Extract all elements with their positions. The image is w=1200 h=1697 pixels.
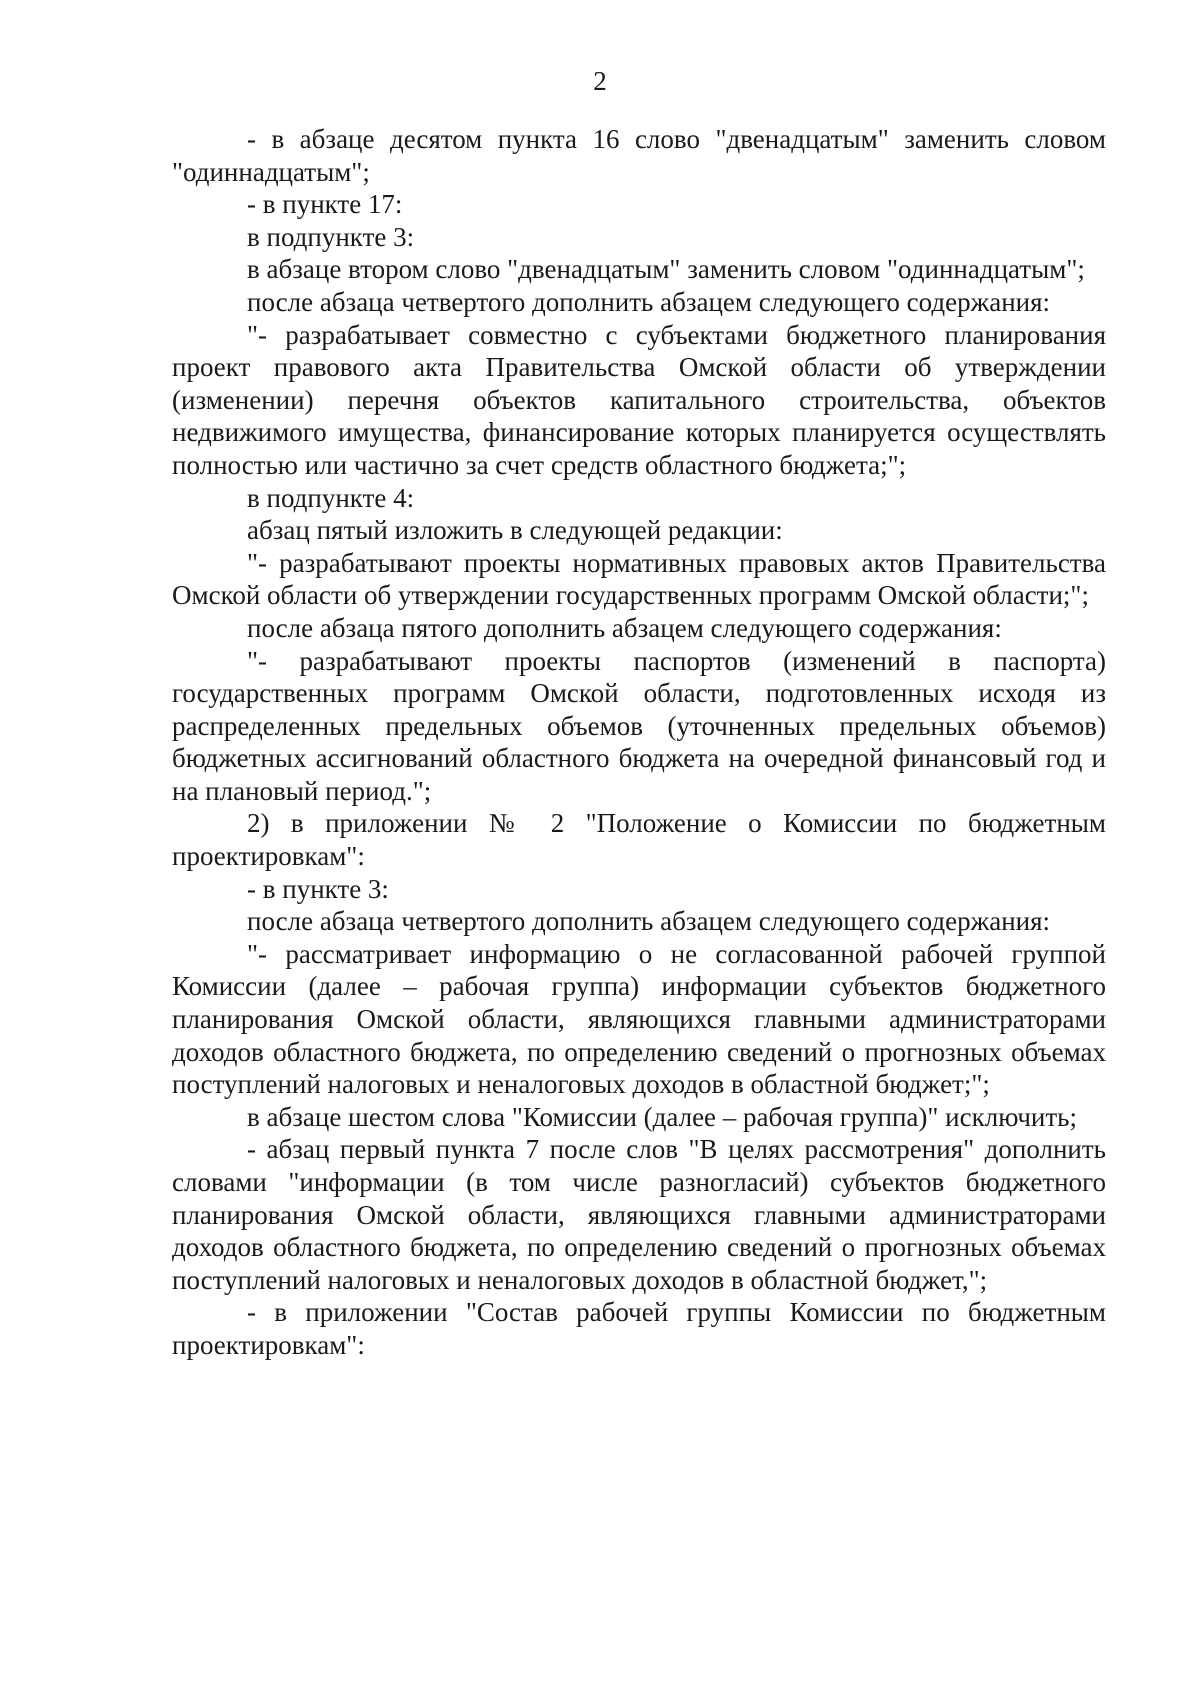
paragraph: после абзаца пятого дополнить абзацем следующего содержания: [247,612,1002,643]
page-number: 2 [593,66,607,96]
paragraph: после абзаца четвертого дополнить абзацем следующего содержания: [247,286,1051,317]
paragraph: абзац пятый изложить в следующей редакции: [247,515,783,546]
paragraph: - в пункте 17: [247,189,403,220]
paragraph: после абзаца четвертого дополнить абзацем следующего содержания: [247,906,1051,937]
paragraph: 2) в приложении № 2 "Положение о Комиссии по бюджетным проектировкам": [172,808,1113,872]
paragraph: - абзац первый пункта 7 после слов "В целях рассмотрения" дополнить словами "информации (в том числе разногласий) субъектов бюджетного планирования Омской области, являющихся главными администраторами доходов областного бюджета, по определению сведений о прогнозных объемах поступлений налоговых и неналоговых доходов в областной бюджет,"; [172,1134,1113,1295]
paragraph: в абзаце шестом слова "Комиссии (далее – рабочая группа)" исключить; [247,1101,1077,1132]
paragraph: - в абзаце десятом пункта 16 слово "двенадцатым" заменить словом "одиннадцатым"; [172,124,1113,187]
paragraph: - в приложении "Состав рабочей группы Комиссии по бюджетным проектировкам": [172,1297,1113,1360]
document-body [172,123,1113,1362]
paragraph: "- рассматривает информацию о не согласованной рабочей группой Комиссии (далее – рабочая группа) информации субъектов бюджетного планирования Омской области, являющихся главными администраторами доходов областного бюджета, по определению сведений о прогнозных объемах поступлений налоговых и неналоговых доходов в областной бюджет;"; [172,938,1113,1100]
paragraph: - в пункте 3: [247,873,389,904]
paragraph: "- разрабатывают проекты паспортов (изменений в паспорта) государственных программ Омской области, подготовленных исходя из распределенных предельных объемов (уточненных предельных объемов) бюджетных ассигнований областного бюджета на очередной финансовый год и на плановый период."; [172,645,1113,806]
paragraph: в подпункте 4: [247,482,415,513]
paragraph: в абзаце втором слово "двенадцатым" заменить словом "одиннадцатым"; [247,254,1085,285]
paragraph: "- разрабатывают проекты нормативных правовых актов Правительства Омской области об утверждении государственных программ Омской области;"; [172,547,1113,611]
paragraph: в подпункте 3: [247,221,415,252]
paragraph: "- разрабатывает совместно с субъектами бюджетного планирования проект правового акта Правительства Омской области об утверждении (изменении) перечня объектов капитального строительства, объектов недвижимого имущества, финансирование которых планируется осуществлять полностью или частично за счет средств областного бюджета;"; [172,319,1113,480]
